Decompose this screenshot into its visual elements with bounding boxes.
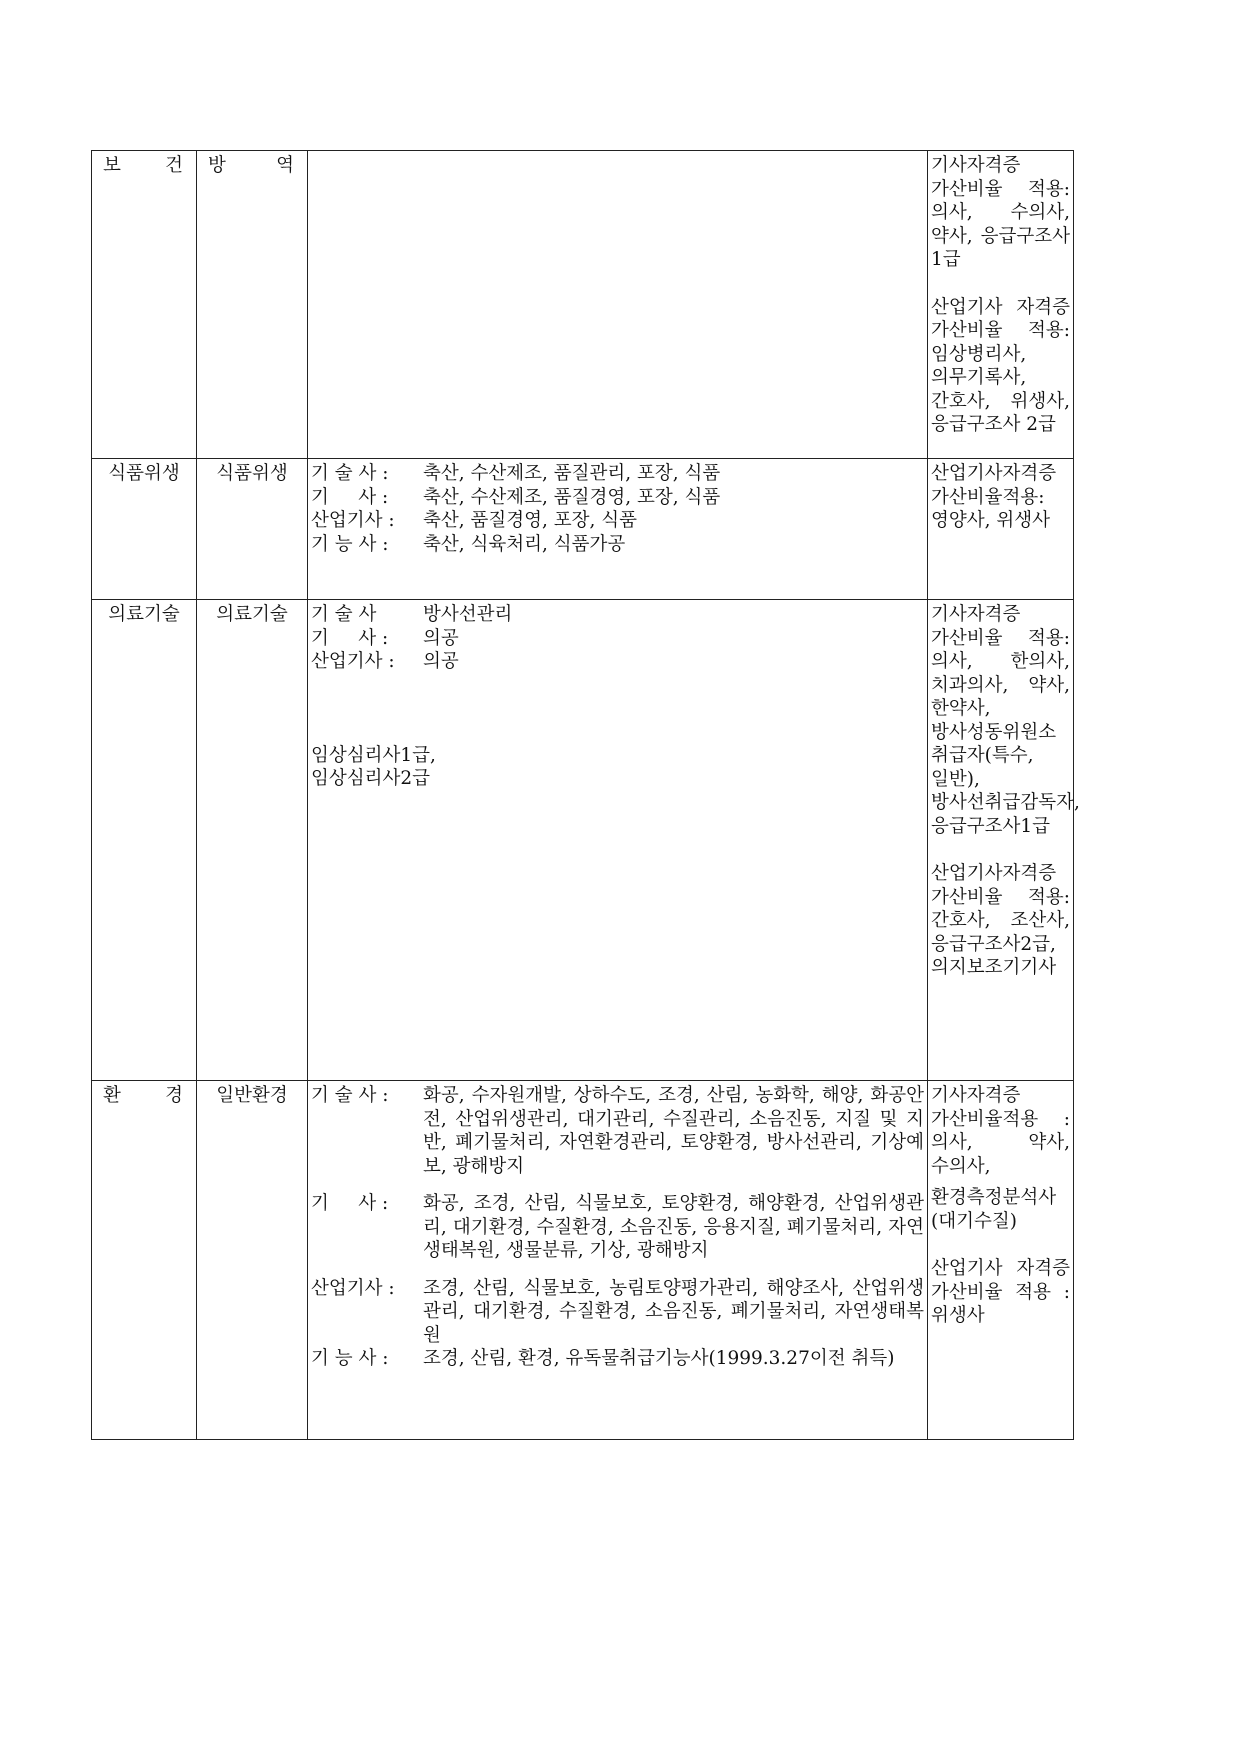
field-cell: [92, 600, 197, 1081]
subfield-label-char: 방: [208, 155, 226, 176]
grade-label: 기 능 사 :: [311, 1348, 389, 1369]
field-label-char: 보: [103, 155, 121, 176]
qualification-line: [311, 486, 924, 510]
qualification-table: [91, 150, 1080, 1440]
qualification-line: [311, 650, 924, 674]
subfield-cell: [197, 600, 308, 1081]
qualification-line: [311, 533, 924, 557]
note-cell: [928, 459, 1074, 600]
qualification-line: [311, 1192, 924, 1263]
note-text: 기사자격증 가산비율적용 : 의사, 약사, 수의사,: [931, 1085, 1070, 1177]
qualification-line: [311, 462, 924, 486]
qualification-cell: [308, 151, 928, 459]
grade-label: 산업기사 :: [311, 651, 395, 672]
note-cell: [928, 600, 1080, 1081]
field-label-char: 경: [165, 1085, 183, 1106]
grade-items: 의공: [423, 651, 459, 672]
note-text: 산업기사 자격증 가산비율 적용: 임상병리사, 의무기록사, 간호사, 위생사, 응급구조사 2급: [931, 296, 1070, 435]
grade-items: 화공, 조경, 산림, 식물보호, 토양환경, 해양환경, 산업위생관리, 대기환경, 수질환경, 소음진동, 응용지질, 폐기물처리, 자연생태복원, 생물분류, 기상, 광해방지: [423, 1193, 924, 1261]
qualification-line: [311, 603, 924, 627]
subfield-cell: [197, 459, 308, 600]
grade-label: 기 술 사 :: [311, 1085, 389, 1106]
qualification-cell: [308, 600, 928, 1081]
grade-label: 기 술 사 :: [311, 463, 389, 484]
field-label: 의료기술: [108, 604, 180, 625]
qualification-cell: [308, 459, 928, 600]
field-label-char: 환: [103, 1085, 121, 1106]
table-row: [92, 600, 1074, 1081]
field-label-char: 건: [165, 155, 183, 176]
note-text: 산업기사자격증 가산비율적용: 영양사, 위생사: [931, 463, 1057, 531]
note-cell: [928, 151, 1074, 459]
field-label: 식품위생: [108, 463, 180, 484]
grade-label: 기 술 사: [311, 604, 377, 625]
subfield-label: 식품위생: [216, 463, 288, 484]
qualification-line: [311, 1084, 924, 1178]
grade-items: 의공: [423, 627, 459, 649]
grade-items: 방사선관리: [423, 604, 513, 625]
extra-qualification: 임상심리사2급: [311, 768, 430, 789]
note-text: 기사자격증 가산비율 적용: 의사, 수의사, 약사, 응급구조사 1급: [931, 155, 1070, 270]
subfield-cell: [197, 151, 308, 459]
note-text: 산업기사자격증 가산비율 적용: 간호사, 조산사, 응급구조사2급, 의지보조기기사: [931, 863, 1070, 978]
field-cell: [92, 151, 197, 459]
grade-label: 산업기사 :: [311, 1277, 395, 1299]
grade-label: 기 사 :: [311, 486, 389, 508]
grade-items: 조경, 산림, 식물보호, 농림토양평가관리, 해양조사, 산업위생관리, 대기환경, 수질환경, 소음진동, 폐기물처리, 자연생태복원: [423, 1277, 924, 1346]
grade-items: 축산, 수산제조, 품질관리, 포장, 식품: [423, 463, 721, 484]
table-row: [92, 1081, 1074, 1440]
note-cell: [928, 1081, 1074, 1440]
grade-items: 조경, 산림, 환경, 유독물취급기능사(1999.3.27이전 취득): [423, 1348, 895, 1369]
table-row: [92, 151, 1074, 459]
grade-items: 화공, 수자원개발, 상하수도, 조경, 산림, 농화학, 해양, 화공안전, 산업위생관리, 대기관리, 수질관리, 소음진동, 지질 및 지반, 폐기물처리, 자연환경관리, 토양환경, 방사선관리, 기상예보, 광해방지: [423, 1085, 924, 1177]
qualification-cell: [308, 1081, 928, 1440]
grade-label: 기 능 사 :: [311, 533, 389, 555]
note-text: 환경측정분석사(대기수질): [931, 1187, 1057, 1232]
note-text: 기사자격증 가산비율 적용: 의사, 한의사, 치과의사, 약사, 한약사, 방사성동위원소 취급자(특수,일반), 방사선취급감독자, 응급구조사1급: [931, 604, 1080, 837]
subfield-label: 일반환경: [216, 1085, 288, 1106]
grade-items: 축산, 품질경영, 포장, 식품: [423, 510, 637, 531]
extra-qualification: 임상심리사1급,: [311, 744, 436, 766]
grade-label: 기 사 :: [311, 1193, 389, 1214]
subfield-label-char: 역: [276, 155, 294, 176]
grade-label: 산업기사 :: [311, 510, 395, 531]
grade-items: 축산, 식육처리, 식품가공: [423, 533, 626, 555]
subfield-cell: [197, 1081, 308, 1440]
note-text: 산업기사 자격증 가산비율 적용 : 위생사: [931, 1258, 1070, 1326]
field-cell: [92, 1081, 197, 1440]
subfield-label: 의료기술: [216, 604, 288, 625]
qualification-line: [311, 509, 924, 533]
qualification-line: [311, 1277, 924, 1348]
grade-items: 축산, 수산제조, 품질경영, 포장, 식품: [423, 486, 721, 508]
qualification-line: [311, 1347, 924, 1371]
field-cell: [92, 459, 197, 600]
qualification-line: [311, 627, 924, 651]
grade-label: 기 사 :: [311, 627, 389, 649]
table-row: [92, 459, 1074, 600]
